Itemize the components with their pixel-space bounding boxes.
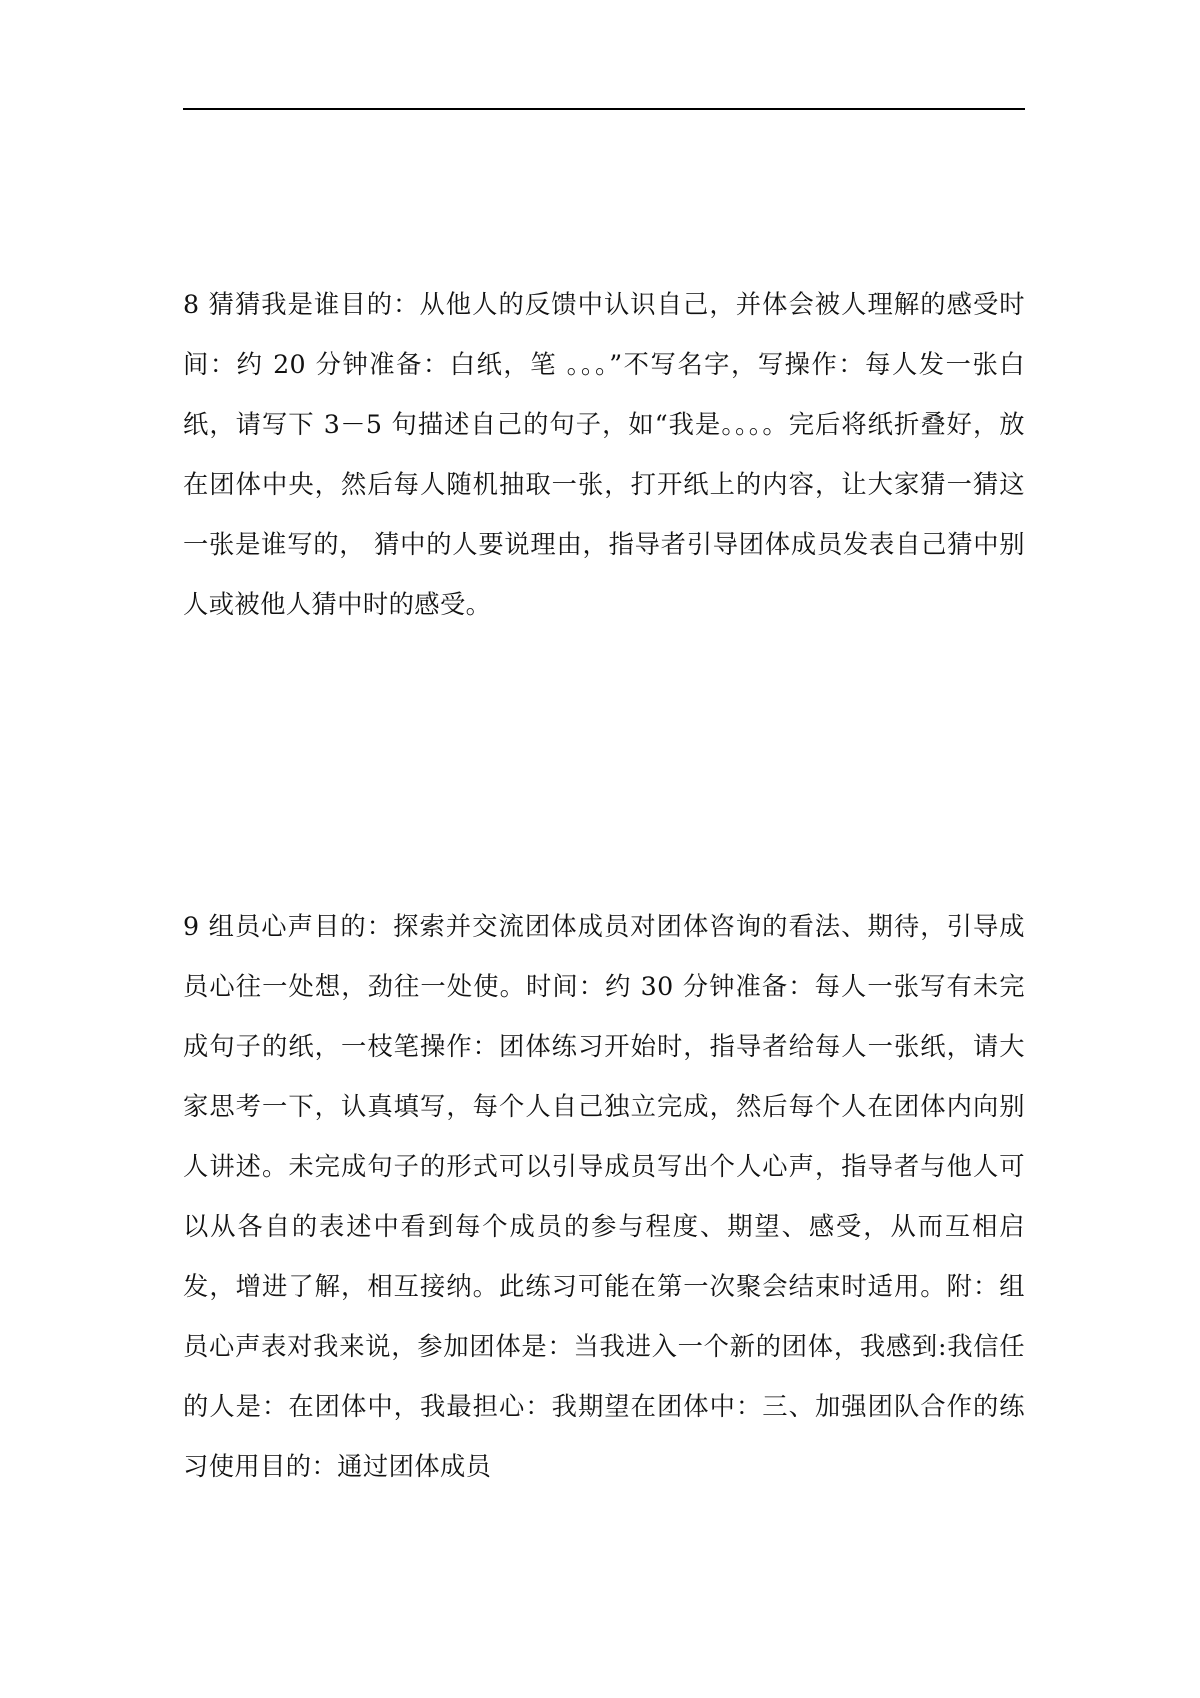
section-9-paragraph: 9 组员心声目的：探索并交流团体成员对团体咨询的看法、期待，引导成员心往一处想，劲往一处使。时间：约 30 分钟准备：每人一张写有未完成句子的纸，一枝笔操作：团体练习开始时，指导者给每人一张纸，请大家思考一下，认真填写，每个人自己独立完成，然后每个人在团体内向别人讲述。未完成句子的形式可以引导成员写出个人心声，指导者与他人可以从各自的表述中看到每个成员的参与程度、期望、感受，从而互相启发，增进了解，相互接纳。此练习可能在第一次聚会结束时适用。附：组员心声表对我来说，参加团体是：当我进入一个新的团体，我感到:我信任的人是：在团体中，我最担心：我期望在团体中：三、加强团队合作的练习使用目的：通过团体成员 bbox=[183, 912, 1025, 1481]
section-8-paragraph: 8 猜猜我是谁目的：从他人的反馈中认识自己，并体会被人理解的感受时间：约 20 分钟准备：白纸，笔 。。。”不写名字，写操作：每人发一张白纸，请写下 3－5 句描述自己的句子，如“我是。。。。完后将纸折叠好，放在团体中央，然后每人随机抽取一张，打开纸上的内容，让大家猜一猜这一张是谁写的， 猜中的人要说理由，指导者引导团体成员发表自己猜中别人或被他人猜中时的感受。 bbox=[183, 290, 1025, 619]
section-9-member-voice bbox=[183, 897, 1025, 1497]
header-rule bbox=[183, 108, 1025, 110]
section-8-guess-who bbox=[183, 275, 1025, 635]
